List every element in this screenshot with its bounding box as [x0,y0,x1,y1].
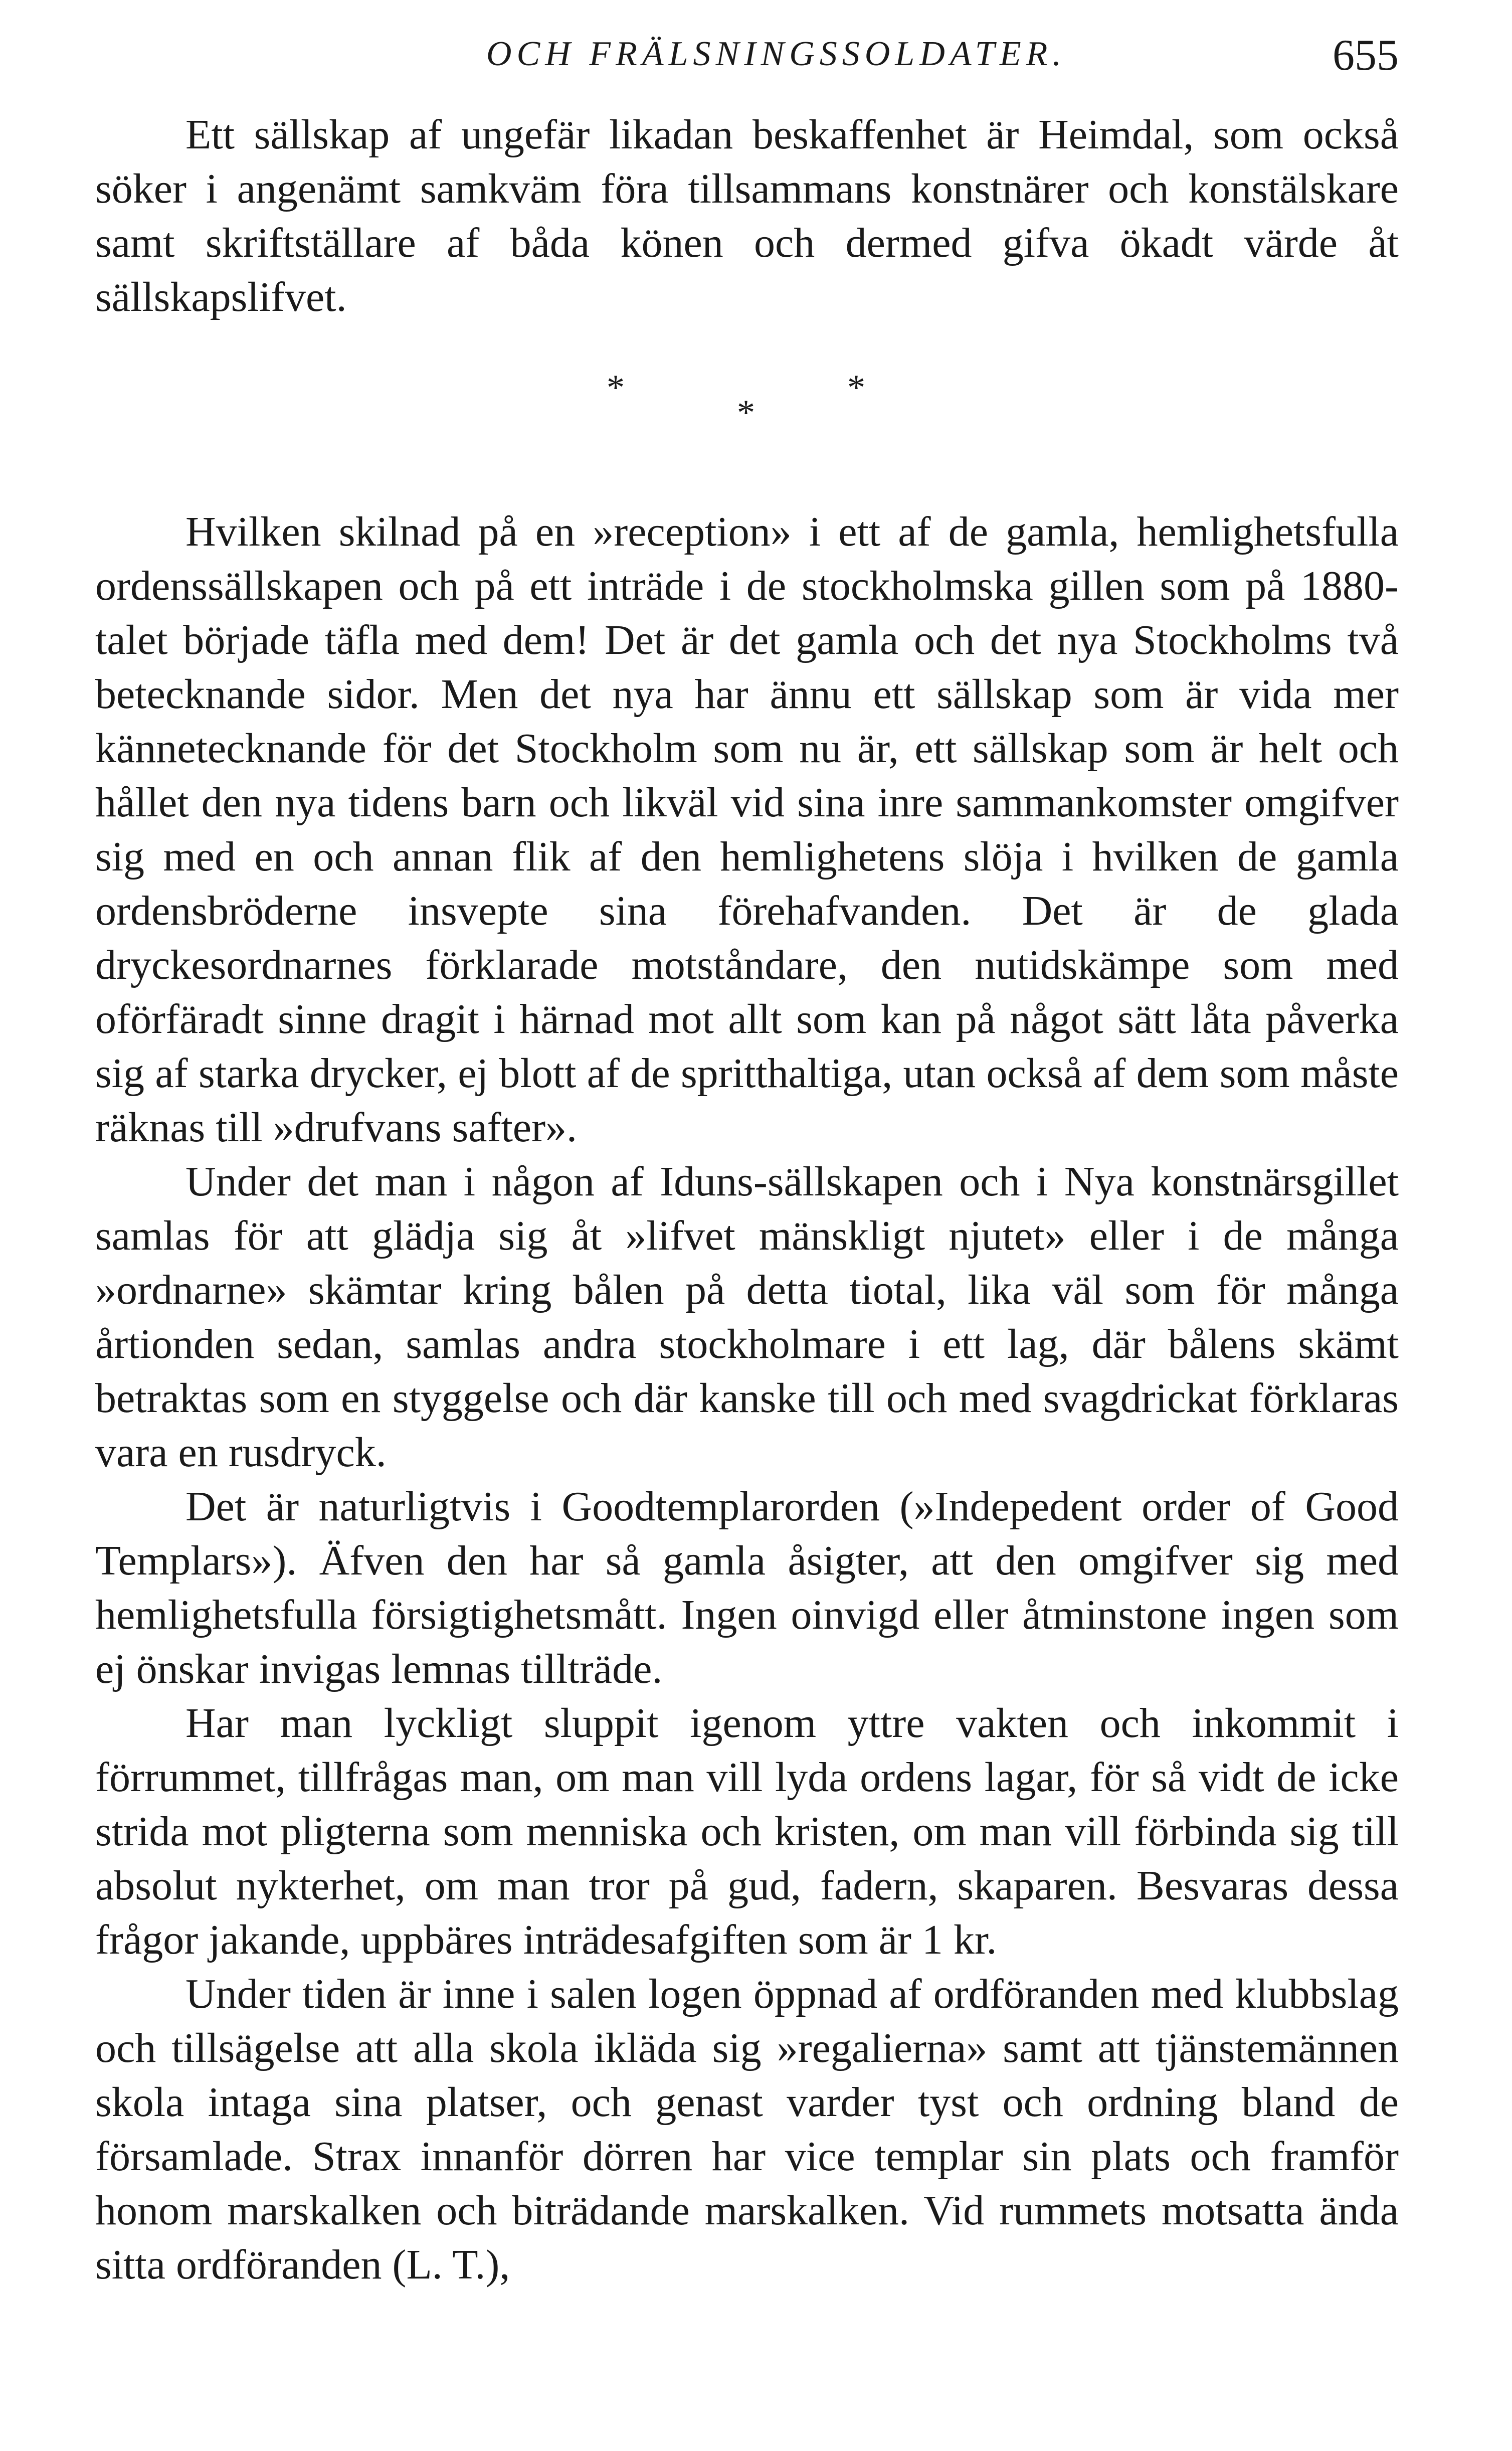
running-title: OCH FRÄLSNINGSSOLDATER. [486,35,1066,73]
paragraph: Under tiden är inne i salen logen öppnad af ordföranden med klubbslag och tillsägelse att alla skola ikläda sig »regalierna» samt att tjänstemännen skola intaga sina platser, och genast varder tyst och ordning bland de församlade. Strax innanför dörren har vice templar sin plats och framför honom marskalken och biträdande marskalken. Vid rummets motsatta ända sitta ordföranden (L. T.), [95,1971,1399,2288]
paragraph: Det är naturligtvis i Goodtemplarorden (»Indepedent order of Good Templars»). Äfven den har så gamla åsigter, att den omgifver sig med hemlighetsfulla försigtighetsmått. Ingen oinvigd eller åtminstone ingen som ej önskar invigas lemnas tillträde. [95,1483,1399,1692]
asterisk-mark: * [607,368,625,408]
body-text [95,108,1399,2292]
paragraph: Har man lyckligt sluppit igenom yttre vakten och inkommit i förrummet, tillfrågas man, om man vill lyda ordens lagar, för så vidt de icke strida mot pligterna som menniska och kristen, om man vill förbinda sig till absolut nykterhet, om man tror på gud, fadern, skaparen. Besvaras dessa frågor jakande, uppbäres inträdesafgiften som är 1 kr. [95,1700,1399,1963]
paragraph: Under det man i någon af Iduns-sällskapen och i Nya konstnärsgillet samlas för att glädja sig åt »lifvet mänskligt njutet» eller i de många »ordnarne» skämtar kring bålen på detta tiotal, lika väl som för många årtionden sedan, samlas andra stockholmare i ett lag, där bålens skämt betraktas som en styggelse och där kanske till och med svagdrickat förklaras vara en rusdryck. [95,1158,1399,1476]
running-head [95,30,1399,85]
asterisk-mark: * [737,393,755,433]
paragraph: Hvilken skilnad på en »reception» i ett af de gamla, hemlighetsfulla ordenssällskapen och på ett inträde i de stockholmska gillen som på 1880-talet började täfla med dem! Det är det gamla och det nya Stockholms två betecknande sidor. Men det nya har ännu ett sällskap som är vida mer kännetecknande för det Stockholm som nu är, ett sällskap som är helt och hållet den nya tidens barn och likväl vid sina inre sammankomster omgifver sig med en och annan flik af den hemlighetens slöja i hvilken de gamla ordensbröderne insvepte sina förehafvanden. Det är de glada dryckesordnarnes förklarade motståndare, den nutidskämpe som med oförfäradt sinne dragit i härnad mot allt som kan på något sätt låta påverka sig af starka drycker, ej blott af de spritthaltiga, utan också af dem som måste räknas till »drufvans safter». [95,508,1399,1151]
page-number: 655 [1333,31,1399,80]
asterisk-mark: * [847,368,865,408]
section-break [95,360,1399,435]
paragraph: Ett sällskap af ungefär likadan beskaffenhet är Heimdal, som också söker i angenämt samkväm föra tillsammans konstnärer och konstälskare samt skriftställare af båda könen och dermed gifva ökadt värde åt sällskapslifvet. [95,111,1399,320]
